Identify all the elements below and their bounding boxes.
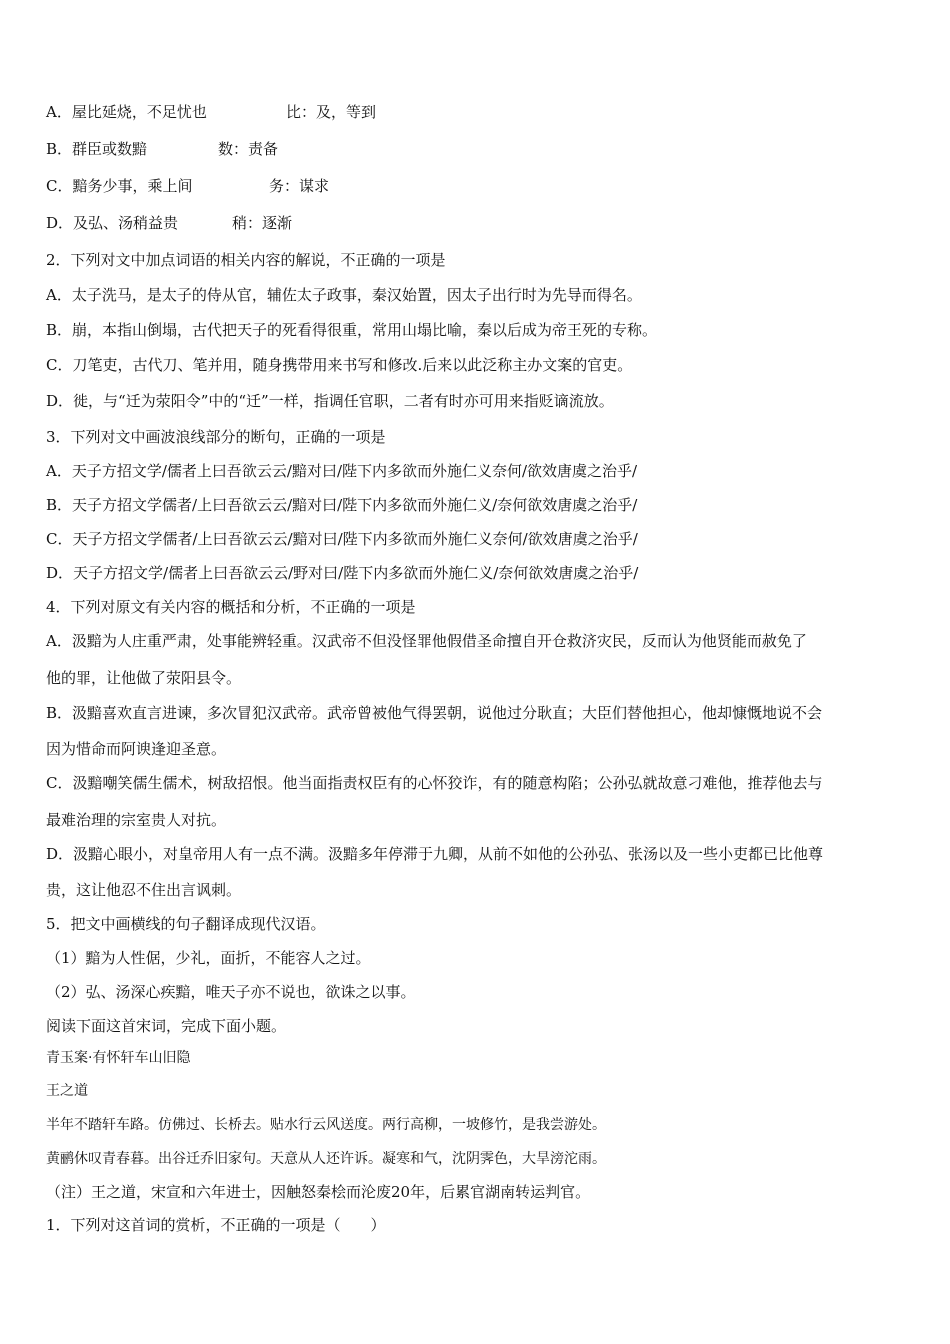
q2-option-c: C．刀笔吏，古代刀、笔并用，随身携带用来书写和修改.后来以此泛称主办文案的官吏。 bbox=[46, 356, 633, 374]
q1-option-a bbox=[46, 102, 908, 122]
poem-author: 王之道 bbox=[46, 1083, 88, 1099]
q4-option-d-line2: 贵，这让他忍不住出言讽刺。 bbox=[46, 881, 242, 899]
q3-option-c: C．天子方招文学儒者/上曰吾欲云云/黯对曰/陛下内多欲而外施仁义奈何/欲效唐虞之治乎/ bbox=[46, 530, 638, 548]
poem-note: （注）王之道，宋宣和六年进士，因触怒秦桧而沦废20年，后累官湖南转运判官。 bbox=[46, 1183, 591, 1201]
q3-option-a: A．天子方招文学/儒者上曰吾欲云云/黯对曰/陛下内多欲而外施仁义奈何/欲效唐虞之治乎/ bbox=[46, 462, 638, 480]
q4-option-b-line2: 因为惜命而阿谀逢迎圣意。 bbox=[46, 740, 227, 758]
q1-option-b-note: 数：责备 bbox=[218, 140, 279, 158]
q1-option-c-note: 务：谋求 bbox=[269, 177, 330, 195]
q3-option-b: B．天子方招文学儒者/上曰吾欲云云/黯对曰/陛下内多欲而外施仁义/奈何欲效唐虞之治乎/ bbox=[46, 496, 638, 514]
q2-option-a: A．太子洗马，是太子的侍从官，辅佐太子政事，秦汉始置，因太子出行时为先导而得名。 bbox=[46, 286, 642, 304]
poem-title: 青玉案·有怀轩车山旧隐 bbox=[46, 1050, 191, 1066]
q1-option-c bbox=[46, 176, 908, 196]
q3-stem: 3．下列对文中画波浪线部分的断句，正确的一项是 bbox=[46, 428, 386, 446]
q1-option-b-text: B．群臣或数黯 bbox=[46, 140, 148, 158]
q4-option-a-line1: A．汲黯为人庄重严肃，处事能辨轻重。汉武帝不但没怪罪他假借圣命擅自开仓救济灾民，反而认为他贤能而赦免了 bbox=[46, 632, 807, 650]
reading-intro: 阅读下面这首宋词，完成下面小题。 bbox=[46, 1017, 287, 1035]
q4-option-c-line2: 最难治理的宗室贵人对抗。 bbox=[46, 811, 227, 829]
q4-option-d-line1: D．汲黯心眼小，对皇帝用人有一点不满。汲黯多年停滞于九卿，从前不如他的公孙弘、张汤以及一些小吏都已比他尊 bbox=[46, 845, 824, 863]
q1-option-b bbox=[46, 139, 908, 159]
poem-question-1: 1．下列对这首词的赏析，不正确的一项是（ ） bbox=[46, 1216, 386, 1234]
q5-item-1: （1）黯为人性倨，少礼，面折，不能容人之过。 bbox=[46, 949, 371, 967]
poem-line-1: 半年不踏轩车路。仿佛过、长桥去。贴水行云风送度。两行高柳，一坡修竹，是我尝游处。 bbox=[46, 1117, 606, 1133]
q4-stem: 4．下列对原文有关内容的概括和分析，不正确的一项是 bbox=[46, 598, 416, 616]
q3-option-d: D．天子方招文学/儒者上曰吾欲云云/野对曰/陛下内多欲而外施仁义/奈何欲效唐虞之治乎/ bbox=[46, 564, 639, 582]
q2-stem: 2．下列对文中加点词语的相关内容的解说，不正确的一项是 bbox=[46, 251, 446, 269]
q2-option-b: B．崩，本指山倒塌，古代把天子的死看得很重，常用山塌比喻，秦以后成为帝王死的专称。 bbox=[46, 321, 658, 339]
q4-option-a-line2: 他的罪，让他做了荥阳县令。 bbox=[46, 669, 242, 687]
q1-option-d bbox=[46, 213, 908, 233]
poem-line-2: 黄鹂休叹青春暮。出谷迁乔旧家句。天意从人还许诉。凝寒和气，沈阴霁色，大旱滂沱雨。 bbox=[46, 1151, 606, 1167]
q2-option-d: D．徙，与“迁为荥阳令”中的“迁”一样，指调任官职，二者有时亦可用来指贬谪流放。 bbox=[46, 392, 614, 410]
q5-stem: 5．把文中画横线的句子翻译成现代汉语。 bbox=[46, 915, 326, 933]
q1-option-d-text: D．及弘、汤稍益贵 bbox=[46, 214, 179, 232]
q1-option-c-text: C．黯务少事，乘上间 bbox=[46, 177, 193, 195]
q5-item-2: （2）弘、汤深心疾黯，唯天子亦不说也，欲诛之以事。 bbox=[46, 983, 416, 1001]
q1-option-a-text: A．屋比延烧，不足忧也 bbox=[46, 103, 207, 121]
q1-option-d-note: 稍：逐渐 bbox=[232, 214, 293, 232]
q4-option-c-line1: C．汲黯嘲笑儒生儒术，树敌招恨。他当面指责权臣有的心怀狡诈，有的随意构陷；公孙弘就故意刁难他，推荐他去与 bbox=[46, 774, 823, 792]
q1-option-a-note: 比：及，等到 bbox=[286, 103, 377, 121]
q4-option-b-line1: B．汲黯喜欢直言进谏，多次冒犯汉武帝。武帝曾被他气得罢朝，说他过分耿直；大臣们替他担心，他却慷慨地说不会 bbox=[46, 704, 823, 722]
